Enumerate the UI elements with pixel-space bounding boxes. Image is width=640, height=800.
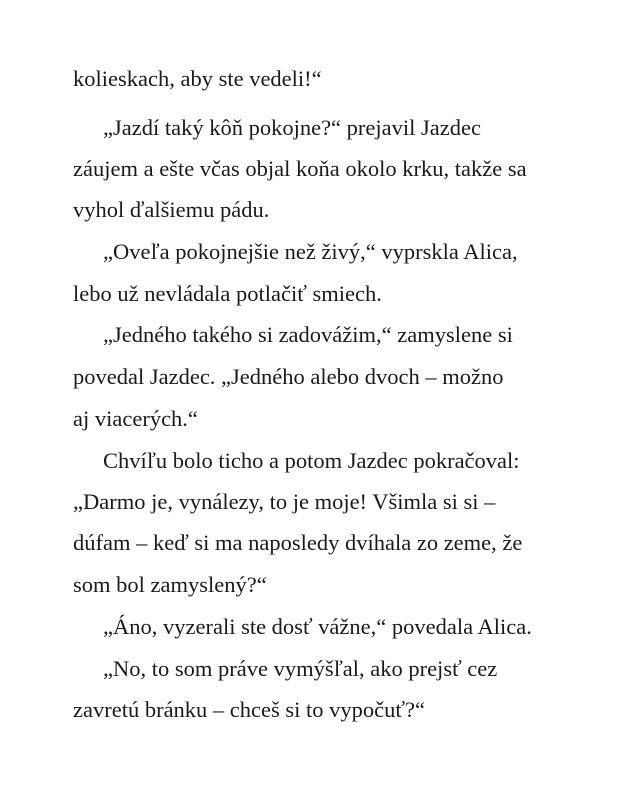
text-line: vyhol ďalšiemu pádu. (73, 197, 270, 222)
text-line: dúfam – keď si ma naposledy dvíhala zo zeme, že (73, 530, 523, 555)
text-line: „Darmo je, vynálezy, to je moje! Všimla si si – (73, 489, 496, 514)
text-line: „Áno, vyzerali ste dosť vážne,“ povedala Alica. (103, 614, 532, 639)
text-line: Chvíľu bolo ticho a potom Jazdec pokračoval: (103, 448, 520, 473)
text-line: povedal Jazdec. „Jedného alebo dvoch – možno (73, 364, 504, 389)
text-line: „Oveľa pokojnejšie než živý,“ vyprskla Alica, (103, 239, 518, 264)
text-line: aj viacerých.“ (73, 406, 198, 431)
text-line: som bol zamyslený?“ (73, 572, 267, 597)
text-line: kolieskach, aby ste vedeli!“ (73, 66, 322, 91)
text-line: zavretú bránku – chceš si to vypočuť?“ (73, 697, 425, 722)
text-line: „Jazdí taký kôň pokojne?“ prejavil Jazdec (103, 115, 481, 140)
text-line: „No, to som práve vymýšľal, ako prejsť cez (103, 656, 498, 681)
text-line: „Jedného takého si zadovážim,“ zamyslene si (103, 322, 513, 347)
text-line: záujem a ešte včas objal koňa okolo krku, takže sa (73, 156, 527, 181)
text-line: lebo už nevládala potlačiť smiech. (73, 281, 382, 306)
